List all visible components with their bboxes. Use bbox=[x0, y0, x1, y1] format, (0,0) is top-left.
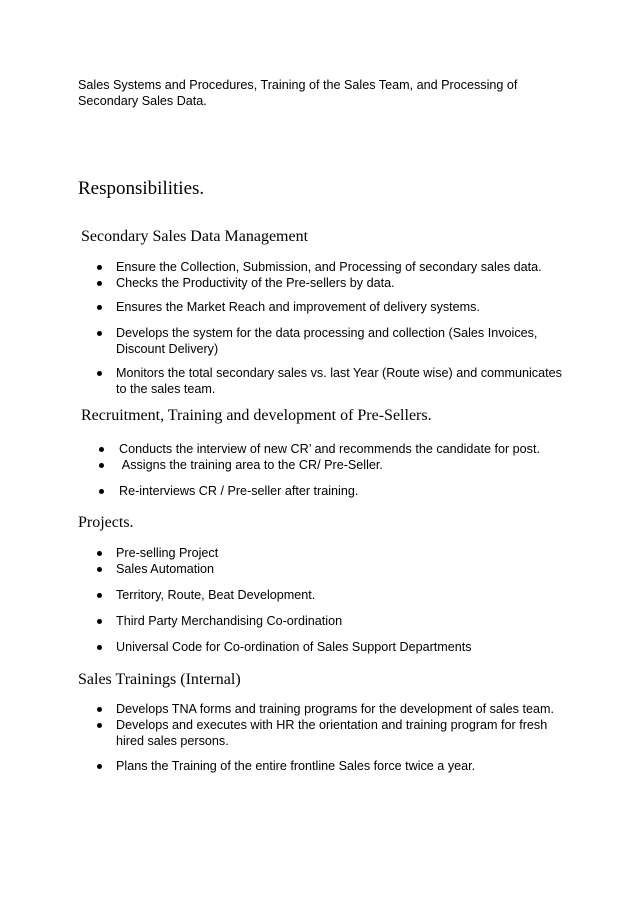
section-title-sales-trainings: Sales Trainings (Internal) bbox=[78, 671, 241, 688]
section-title-recruitment: Recruitment, Training and development of Pre-Sellers. bbox=[81, 407, 432, 424]
list-item-text: Plans the Training of the entire frontline Sales force twice a year. bbox=[116, 759, 476, 773]
bullet-icon bbox=[99, 463, 104, 468]
list-item-text: Ensures the Market Reach and improvement of delivery systems. bbox=[116, 300, 480, 314]
responsibilities-heading: Responsibilities. bbox=[78, 178, 205, 199]
list-item-text: Third Party Merchandising Co-ordination bbox=[116, 614, 343, 628]
list-item-text: Territory, Route, Beat Development. bbox=[116, 588, 316, 602]
bullet-icon bbox=[97, 371, 102, 376]
list-item-text: Develops TNA forms and training programs for the development of sales team. bbox=[116, 702, 554, 716]
bullet-icon bbox=[97, 619, 102, 624]
list-item-text: Pre-selling Project bbox=[116, 546, 219, 560]
bullet-icon bbox=[97, 567, 102, 572]
list-item-text: Re-interviews CR / Pre-seller after training. bbox=[119, 484, 359, 498]
bullet-icon bbox=[97, 645, 102, 650]
intro-paragraph: Sales Systems and Procedures, Training of the Sales Team, and Processing of Secondary Sales Data. bbox=[78, 78, 518, 108]
list-item-text: Checks the Productivity of the Pre-sellers by data. bbox=[116, 276, 395, 290]
bullet-icon bbox=[97, 593, 102, 598]
section-title-projects: Projects. bbox=[78, 514, 134, 531]
bullet-icon bbox=[97, 281, 102, 286]
bullet-icon bbox=[97, 707, 102, 712]
list-item-text: Monitors the total secondary sales vs. last Year (Route wise) and communicates to the sales team. bbox=[116, 366, 562, 396]
bullet-icon bbox=[97, 331, 102, 336]
bullet-icon bbox=[97, 723, 102, 728]
section-title-secondary-sales: Secondary Sales Data Management bbox=[81, 228, 309, 245]
bullet-icon bbox=[97, 265, 102, 270]
bullet-icon bbox=[97, 305, 102, 310]
list-item-text: Assigns the training area to the CR/ Pre-Seller. bbox=[119, 458, 383, 472]
list-item-text: Develops and executes with HR the orientation and training program for fresh hired sales persons. bbox=[116, 718, 548, 748]
bullet-icon bbox=[99, 447, 104, 452]
list-item-text: Sales Automation bbox=[116, 562, 215, 576]
list-item-text: Ensure the Collection, Submission, and Processing of secondary sales data. bbox=[116, 260, 542, 274]
list-item-text: Conducts the interview of new CR’ and recommends the candidate for post. bbox=[119, 442, 540, 456]
list-item-text: Develops the system for the data processing and collection (Sales Invoices, Discount Delivery) bbox=[116, 326, 538, 356]
bullet-icon bbox=[99, 489, 104, 494]
bullet-icon bbox=[97, 551, 102, 556]
list-item-text: Universal Code for Co-ordination of Sales Support Departments bbox=[116, 640, 472, 654]
bullet-icon bbox=[97, 764, 102, 769]
